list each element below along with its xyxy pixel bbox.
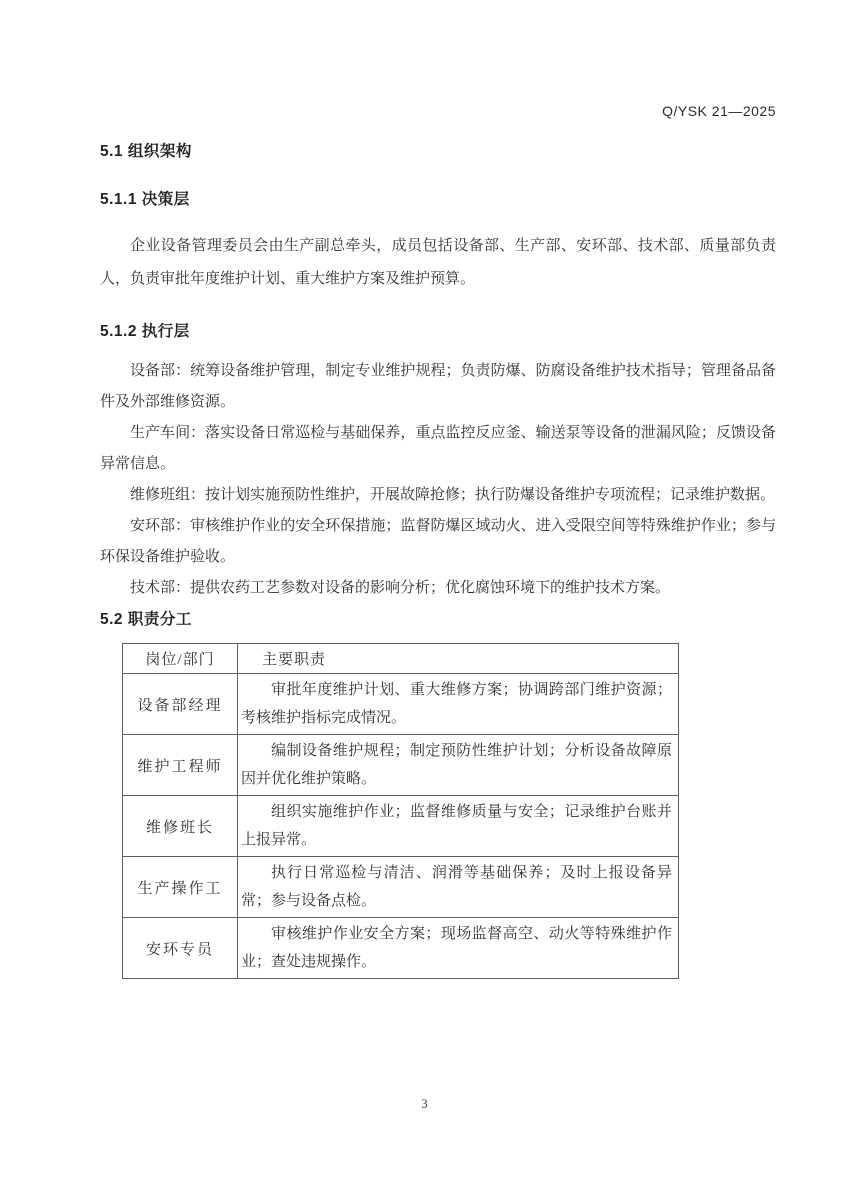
duty-text: 执行日常巡检与清洁、润滑等基础保养；及时上报设备异常；参与设备点检。 (241, 865, 672, 909)
duty-text: 编制设备维护规程；制定预防性维护计划；分析设备故障原因并优化维护策略。 (241, 743, 672, 787)
decision-layer-paragraph (100, 230, 776, 296)
duty-cell (238, 918, 679, 979)
section-heading-5-2: 5.2 职责分工 (100, 611, 192, 628)
duty-table (122, 643, 679, 979)
role-cell: 安环专员 (123, 918, 238, 979)
duty-cell (238, 735, 679, 796)
table-header-row (123, 644, 679, 674)
table-row (123, 796, 679, 857)
duty-cell (238, 674, 679, 735)
execution-layer-paragraphs (100, 356, 776, 604)
table-row (123, 735, 679, 796)
doc-code: Q/YSK 21—2025 (662, 103, 776, 119)
table-row (123, 918, 679, 979)
duty-text: 审批年度维护计划、重大维修方案；协调跨部门维护资源；考核维护指标完成情况。 (241, 682, 672, 726)
table-header-role: 岗位/部门 (123, 644, 238, 674)
duty-cell (238, 796, 679, 857)
duty-text: 审核维护作业安全方案；现场监督高空、动火等特殊维护作业；查处违规操作。 (241, 926, 672, 970)
section-heading-5-1: 5.1 组织架构 (100, 143, 192, 160)
exec-paragraph-maintenance-team: 维修班组：按计划实施预防性维护，开展故障抢修；执行防爆设备维护专项流程；记录维护数据。 (130, 487, 776, 503)
role-cell: 维修班长 (123, 796, 238, 857)
duty-text: 组织实施维护作业；监督维修质量与安全；记录维护台账并上报异常。 (241, 804, 672, 848)
exec-paragraph-equipment-dept: 设备部：统筹设备维护管理，制定专业维护规程；负责防爆、防腐设备维护技术指导；管理备品备件及外部维修资源。 (100, 363, 776, 410)
decision-layer-text: 企业设备管理委员会由生产副总牵头，成员包括设备部、生产部、安环部、技术部、质量部负责人，负责审批年度维护计划、重大维护方案及维护预算。 (100, 238, 776, 287)
table-row (123, 674, 679, 735)
exec-paragraph-production-workshop: 生产车间：落实设备日常巡检与基础保养，重点监控反应釜、输送泵等设备的泄漏风险；反馈设备异常信息。 (100, 425, 776, 472)
page-number: 3 (421, 1097, 428, 1111)
role-cell: 维护工程师 (123, 735, 238, 796)
section-heading-5-1-1: 5.1.1 决策层 (100, 191, 190, 208)
exec-paragraph-tech-dept: 技术部：提供农药工艺参数对设备的影响分析；优化腐蚀环境下的维护技术方案。 (130, 580, 671, 596)
section-heading-5-1-2: 5.1.2 执行层 (100, 323, 190, 340)
exec-paragraph-hse-dept: 安环部：审核维护作业的安全环保措施；监督防爆区域动火、进入受限空间等特殊维护作业；参与环保设备维护验收。 (100, 518, 776, 565)
duty-cell (238, 857, 679, 918)
table-header-duty: 主要职责 (238, 644, 679, 674)
role-cell: 生产操作工 (123, 857, 238, 918)
role-cell: 设备部经理 (123, 674, 238, 735)
table-row (123, 857, 679, 918)
